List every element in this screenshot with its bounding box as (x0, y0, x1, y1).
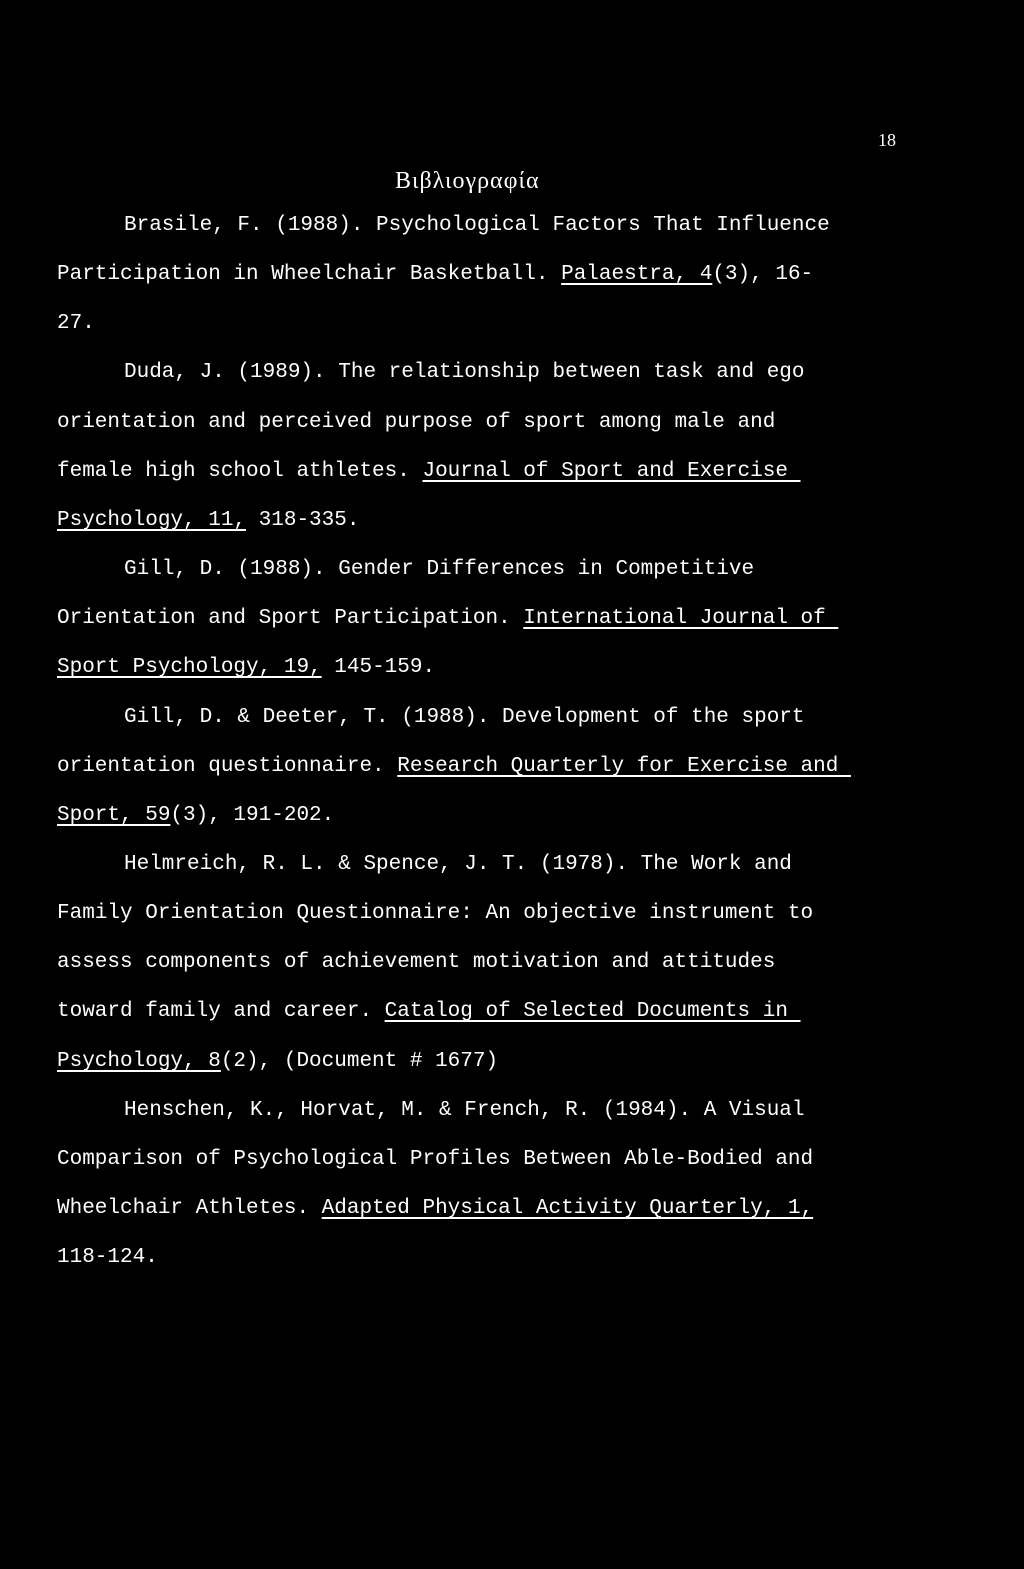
reference-line (57, 507, 359, 535)
reference-source-title: Sport, 59 (57, 804, 171, 827)
page-number: 18 (878, 130, 896, 150)
reference-line (57, 802, 334, 830)
reference-text: orientation and perceived purpose of sport among male and (57, 411, 776, 434)
reference-line (57, 1195, 813, 1223)
reference-text: (2), (Document # 1677) (220, 1050, 499, 1073)
reference-source-title: Journal of Sport and Exercise (422, 460, 801, 483)
reference-source-title: International Journal of (523, 607, 839, 630)
reference-source-title: Catalog of Selected Documents in (384, 1000, 801, 1023)
reference-text: toward family and career. (57, 1000, 385, 1023)
reference-line (57, 654, 435, 682)
reference-text: Wheelchair Athletes. (57, 1197, 322, 1220)
reference-line (57, 949, 775, 977)
reference-line (57, 1048, 498, 1076)
reference-line (57, 605, 838, 633)
reference-line (57, 998, 801, 1026)
reference-line (124, 212, 830, 240)
reference-line (124, 851, 792, 879)
reference-text: (3), 16- (712, 263, 814, 286)
reference-line (124, 704, 805, 732)
reference-text: Henschen, K., Horvat, M. & French, R. (1984). A Visual (124, 1099, 805, 1122)
reference-source-title: Adapted Physical Activity Quarterly, 1, (321, 1197, 814, 1220)
reference-line (57, 409, 775, 437)
reference-text: Gill, D. & Deeter, T. (1988). Development of the sport (124, 706, 805, 729)
reference-text: Comparison of Psychological Profiles Between Able-Bodied and (57, 1148, 814, 1171)
reference-text: 118-124. (57, 1246, 158, 1269)
reference-line (124, 1097, 805, 1125)
reference-text: Family Orientation Questionnaire: An objective instrument to (57, 902, 814, 925)
reference-source-title: Psychology, 11, (57, 509, 247, 532)
reference-line (57, 261, 813, 289)
reference-text: (3), 191-202. (170, 804, 335, 827)
reference-text: 145-159. (321, 656, 436, 679)
reference-text: orientation questionnaire. (57, 755, 398, 778)
reference-text: Participation in Wheelchair Basketball. (57, 263, 562, 286)
reference-text: assess components of achievement motivation and attitudes (57, 951, 776, 974)
reference-text: female high school athletes. (57, 460, 423, 483)
reference-source-title: Sport Psychology, 19, (57, 656, 322, 679)
reference-source-title: Research Quarterly for Exercise and (397, 755, 851, 778)
reference-line (57, 1244, 158, 1272)
reference-text: Gill, D. (1988). Gender Differences in Competitive (124, 558, 755, 581)
reference-line (57, 753, 851, 781)
reference-line (57, 310, 95, 338)
reference-line (57, 458, 801, 486)
reference-line (124, 556, 754, 584)
reference-text: Orientation and Sport Participation. (57, 607, 524, 630)
reference-source-title: Palaestra, 4 (561, 263, 713, 286)
reference-line (57, 900, 813, 928)
reference-text: 318-335. (246, 509, 360, 532)
reference-text: Helmreich, R. L. & Spence, J. T. (1978). The Work and (124, 853, 792, 876)
reference-line (124, 359, 805, 387)
reference-source-title: Psychology, 8 (57, 1050, 221, 1073)
reference-text: Duda, J. (1989). The relationship between task and ego (124, 361, 805, 384)
page-title: Βιβλιογραφία (395, 168, 540, 194)
reference-text: 27. (57, 312, 95, 335)
reference-line (57, 1146, 813, 1174)
reference-text: Brasile, F. (1988). Psychological Factors That Influence (124, 214, 830, 237)
